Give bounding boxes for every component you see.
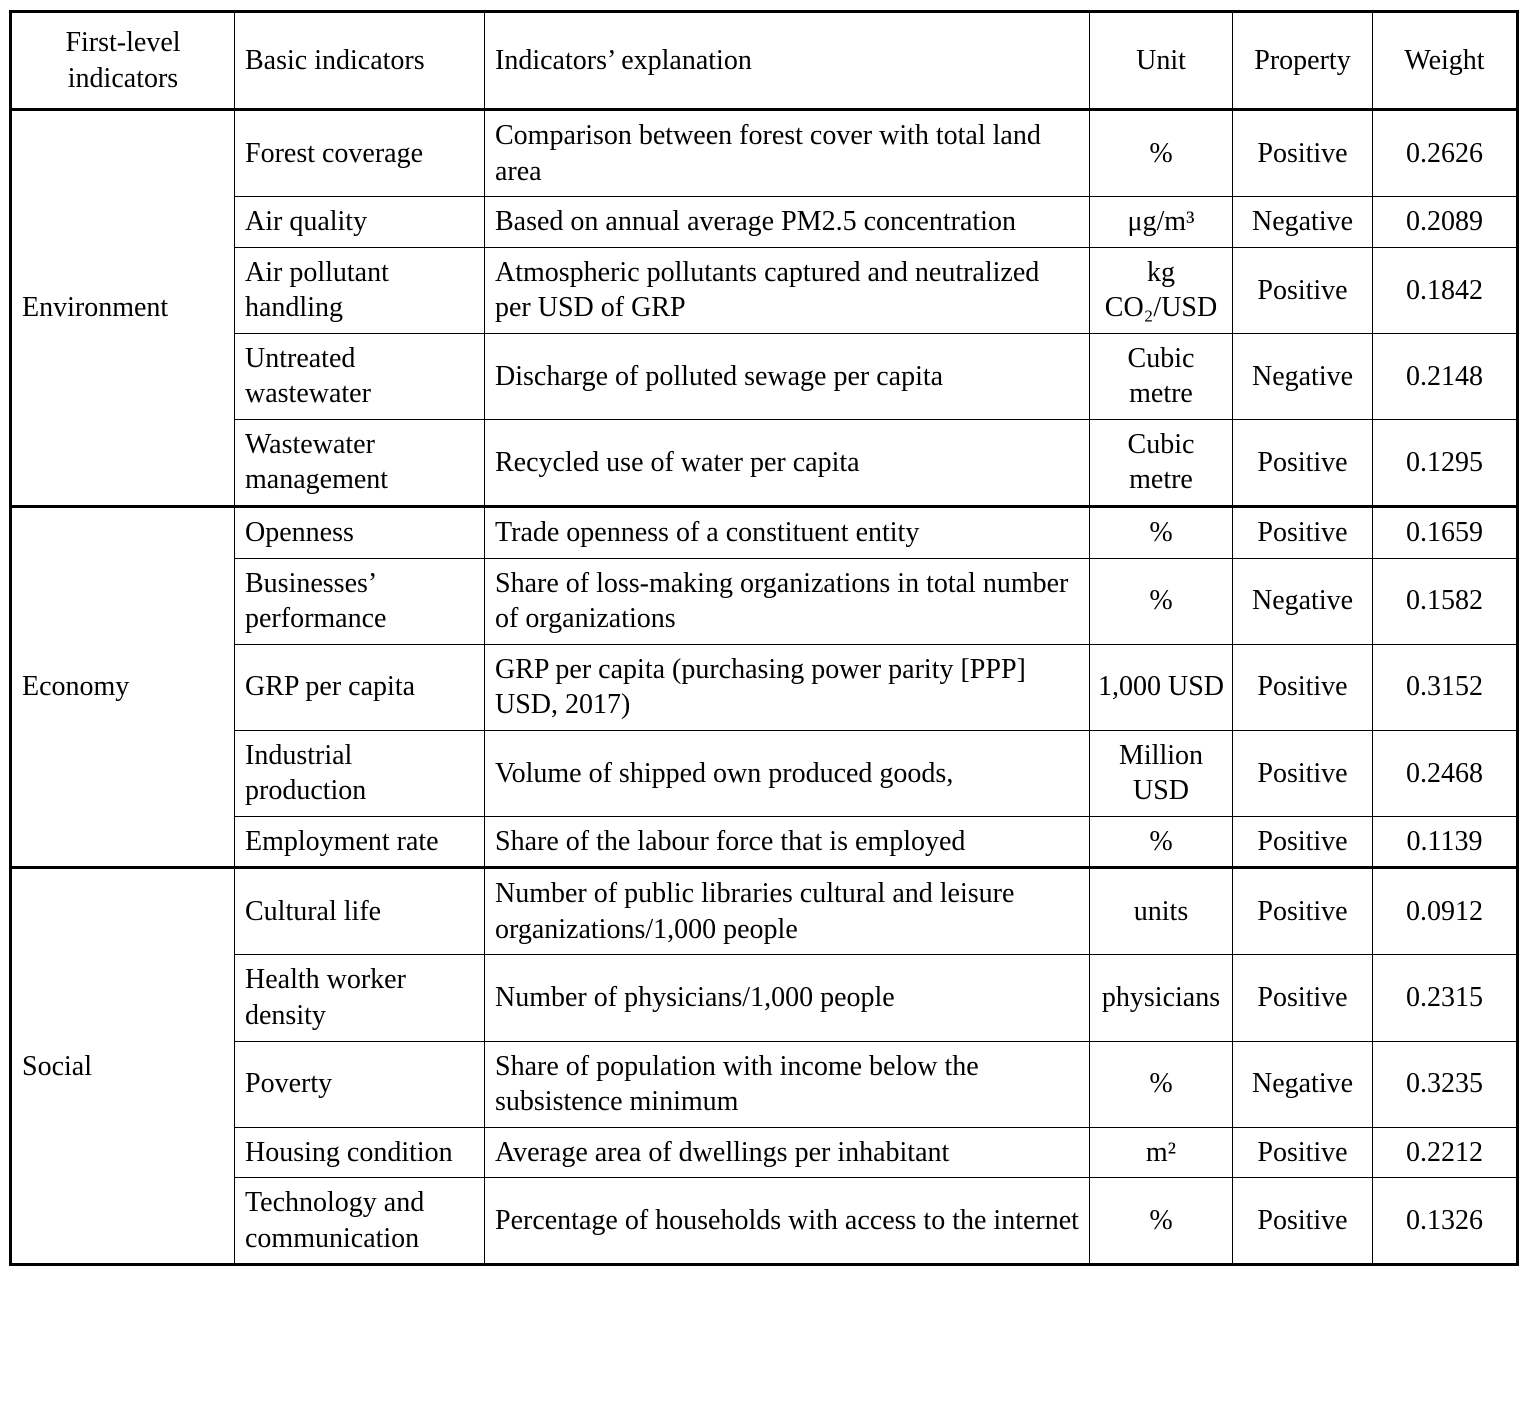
header-basic-indicators: Basic indicators (235, 12, 485, 110)
weight-cell: 0.2468 (1373, 730, 1518, 816)
weight-cell: 0.3235 (1373, 1041, 1518, 1127)
weight-cell: 0.1295 (1373, 419, 1518, 506)
unit-cell: Cubic metre (1090, 333, 1233, 419)
weight-cell: 0.0912 (1373, 868, 1518, 955)
property-cell: Positive (1233, 644, 1373, 730)
property-cell: Positive (1233, 868, 1373, 955)
property-cell: Positive (1233, 816, 1373, 868)
header-first-level-indicators: First-level indicators (11, 12, 235, 110)
explanation-cell: Share of population with income below the subsistence minimum (485, 1041, 1090, 1127)
table-row (11, 333, 1518, 419)
weight-cell: 0.2148 (1373, 333, 1518, 419)
weight-cell: 0.1139 (1373, 816, 1518, 868)
property-cell: Positive (1233, 247, 1373, 333)
explanation-cell: Share of loss-making organizations in total number of organizations (485, 558, 1090, 644)
unit-cell: physicians (1090, 955, 1233, 1041)
header-row (11, 12, 1518, 110)
indicators-table (9, 10, 1519, 1266)
unit-cell: Million USD (1090, 730, 1233, 816)
basic-indicator-cell: Openness (235, 507, 485, 559)
basic-indicator-cell: Cultural life (235, 868, 485, 955)
explanation-cell: Atmospheric pollutants captured and neutralized per USD of GRP (485, 247, 1090, 333)
header-unit: Unit (1090, 12, 1233, 110)
weight-cell: 0.1659 (1373, 507, 1518, 559)
property-cell: Positive (1233, 110, 1373, 197)
explanation-cell: Share of the labour force that is employed (485, 816, 1090, 868)
property-cell: Negative (1233, 558, 1373, 644)
first-level-indicator-cell: Environment (11, 110, 235, 507)
table-row (11, 1127, 1518, 1178)
basic-indicator-cell: Wastewater management (235, 419, 485, 506)
weight-cell: 0.1326 (1373, 1178, 1518, 1265)
unit-cell: units (1090, 868, 1233, 955)
header-indicators-explanation: Indicators’ explanation (485, 12, 1090, 110)
basic-indicator-cell: Technology and communication (235, 1178, 485, 1265)
header-weight: Weight (1373, 12, 1518, 110)
table-row (11, 247, 1518, 333)
property-cell: Positive (1233, 955, 1373, 1041)
table-row (11, 419, 1518, 506)
weight-cell: 0.1582 (1373, 558, 1518, 644)
table-row (11, 955, 1518, 1041)
table-row (11, 1041, 1518, 1127)
weight-cell: 0.1842 (1373, 247, 1518, 333)
unit-cell: Cubic metre (1090, 419, 1233, 506)
basic-indicator-cell: Poverty (235, 1041, 485, 1127)
table-row (11, 868, 1518, 955)
unit-cell: % (1090, 507, 1233, 559)
property-cell: Positive (1233, 730, 1373, 816)
header-property: Property (1233, 12, 1373, 110)
unit-cell: % (1090, 1178, 1233, 1265)
table-row (11, 644, 1518, 730)
table-body (11, 110, 1518, 1265)
unit-cell: m² (1090, 1127, 1233, 1178)
table-row (11, 1178, 1518, 1265)
weight-cell: 0.3152 (1373, 644, 1518, 730)
property-cell: Negative (1233, 333, 1373, 419)
unit-cell: 1,000 USD (1090, 644, 1233, 730)
explanation-cell: Recycled use of water per capita (485, 419, 1090, 506)
basic-indicator-cell: Air pollutant handling (235, 247, 485, 333)
basic-indicator-cell: Health worker density (235, 955, 485, 1041)
property-cell: Positive (1233, 507, 1373, 559)
explanation-cell: Discharge of polluted sewage per capita (485, 333, 1090, 419)
weight-cell: 0.2212 (1373, 1127, 1518, 1178)
basic-indicator-cell: Forest coverage (235, 110, 485, 197)
explanation-cell: Based on annual average PM2.5 concentration (485, 197, 1090, 248)
unit-cell: % (1090, 558, 1233, 644)
explanation-cell: Volume of shipped own produced goods, (485, 730, 1090, 816)
basic-indicator-cell: Air quality (235, 197, 485, 248)
table-header (11, 12, 1518, 110)
table-row (11, 816, 1518, 868)
unit-cell: % (1090, 816, 1233, 868)
first-level-indicator-cell: Economy (11, 507, 235, 868)
explanation-cell: Number of public libraries cultural and leisure organizations/1,000 people (485, 868, 1090, 955)
explanation-cell: Comparison between forest cover with total land area (485, 110, 1090, 197)
explanation-cell: Average area of dwellings per inhabitant (485, 1127, 1090, 1178)
explanation-cell: Percentage of households with access to the internet (485, 1178, 1090, 1265)
first-level-indicator-cell: Social (11, 868, 235, 1265)
table-row (11, 558, 1518, 644)
table-row (11, 730, 1518, 816)
basic-indicator-cell: Businesses’ performance (235, 558, 485, 644)
basic-indicator-cell: Employment rate (235, 816, 485, 868)
table-row (11, 110, 1518, 197)
basic-indicator-cell: GRP per capita (235, 644, 485, 730)
explanation-cell: GRP per capita (purchasing power parity [PPP] USD, 2017) (485, 644, 1090, 730)
table-row (11, 197, 1518, 248)
weight-cell: 0.2626 (1373, 110, 1518, 197)
table-row (11, 507, 1518, 559)
property-cell: Positive (1233, 419, 1373, 506)
weight-cell: 0.2089 (1373, 197, 1518, 248)
unit-cell: μg/m³ (1090, 197, 1233, 248)
unit-cell: kg CO₂/USD (1090, 247, 1233, 333)
basic-indicator-cell: Housing condition (235, 1127, 485, 1178)
basic-indicator-cell: Untreated wastewater (235, 333, 485, 419)
explanation-cell: Trade openness of a constituent entity (485, 507, 1090, 559)
property-cell: Negative (1233, 197, 1373, 248)
basic-indicator-cell: Industrial production (235, 730, 485, 816)
unit-cell: % (1090, 1041, 1233, 1127)
explanation-cell: Number of physicians/1,000 people (485, 955, 1090, 1041)
property-cell: Negative (1233, 1041, 1373, 1127)
property-cell: Positive (1233, 1127, 1373, 1178)
unit-cell: % (1090, 110, 1233, 197)
weight-cell: 0.2315 (1373, 955, 1518, 1041)
property-cell: Positive (1233, 1178, 1373, 1265)
